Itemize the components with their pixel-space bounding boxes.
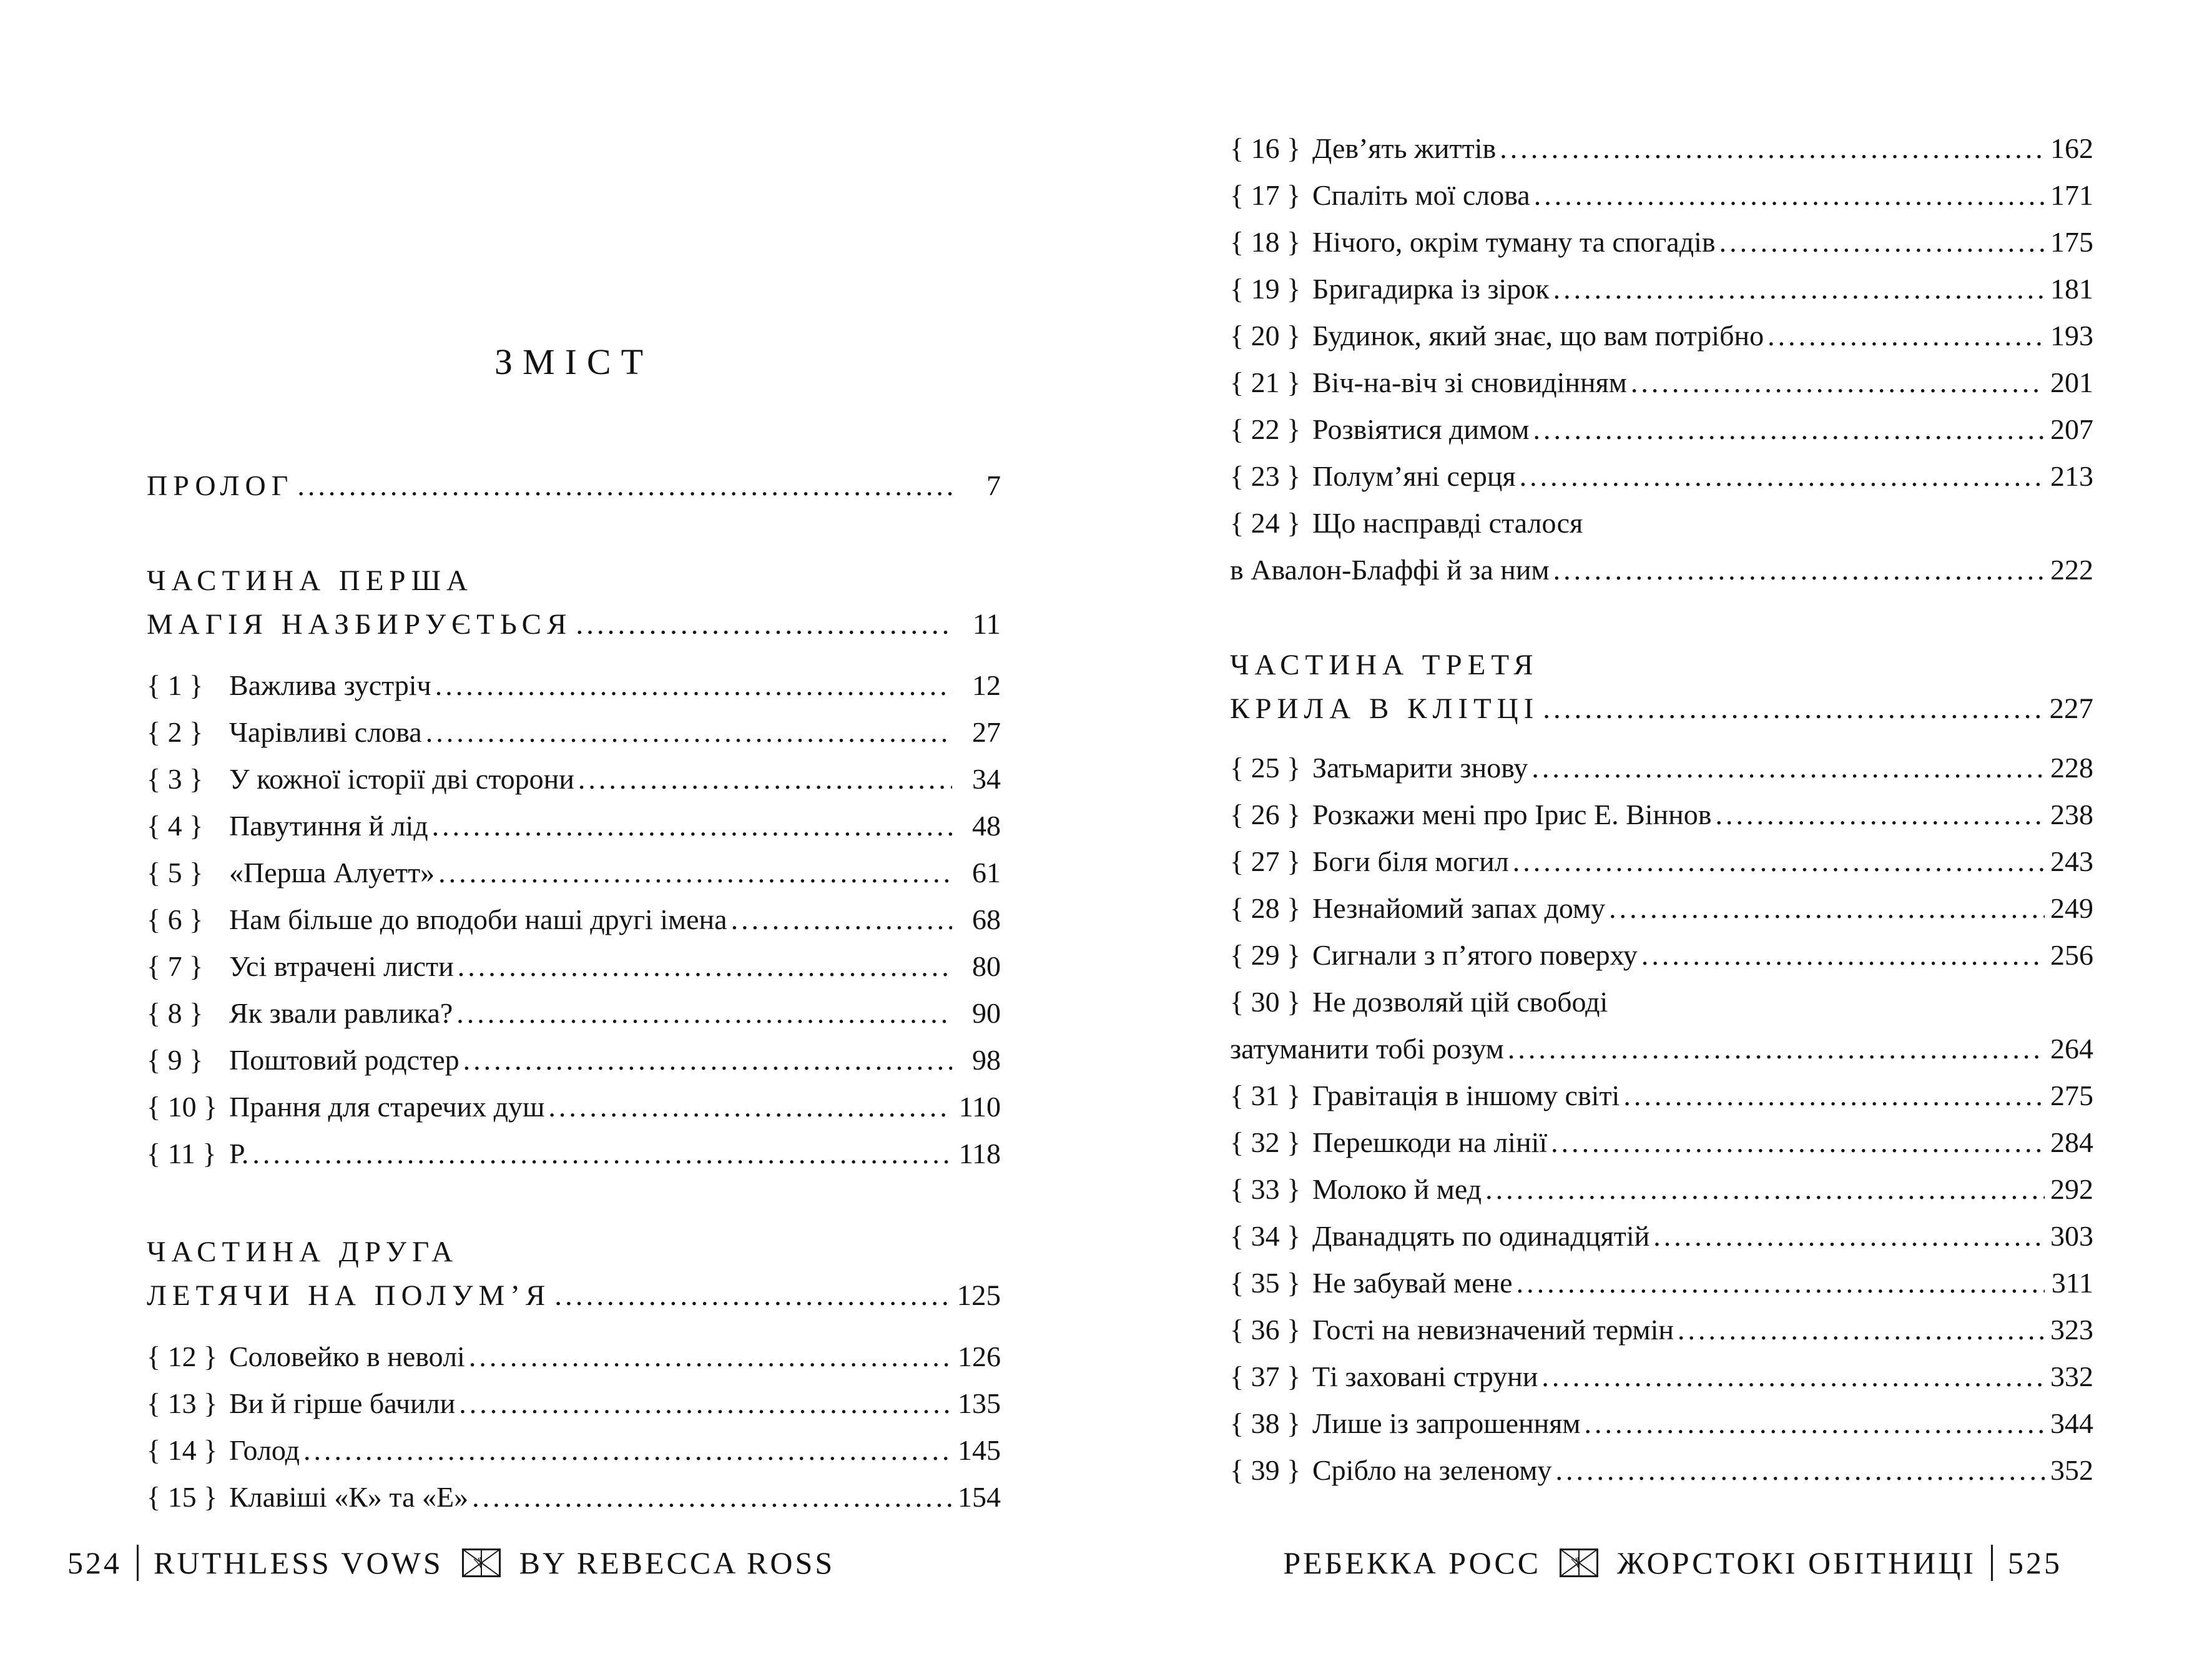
dot-leader [1482,1166,2045,1213]
dot-leader [468,1474,952,1520]
chapter-title: Поштовий родстер [229,1044,460,1076]
page-number: 118 [958,1138,1001,1169]
page-number: 275 [2050,1080,2093,1111]
toc-entry [147,1380,1001,1427]
dot-leader [1716,219,2045,265]
page-number: 292 [2050,1173,2093,1205]
chapter-title: Полум’яні серця [1312,460,1516,492]
toc-entry [1230,885,2093,932]
chapter-number: { 15 } [147,1481,218,1513]
part-title-line1: ЧАСТИНА ДРУГА [147,1236,459,1268]
dot-leader [1649,1213,2045,1259]
dot-leader [1550,546,2045,593]
chapter-title: Віч-на-віч зі сновидінням [1312,367,1627,398]
dot-leader [1550,265,2045,312]
page-number: 80 [972,950,1001,982]
toc-entry [1230,1213,2093,1259]
dot-leader [574,756,952,802]
page-number: 154 [958,1481,1001,1513]
chapter-title: Срібло на зеленому [1312,1454,1552,1486]
chapter-number: { 35 } [1230,1267,1301,1299]
chapter-title: Розвіятися димом [1312,413,1530,445]
chapter-number: { 2 } [147,716,204,748]
envelope-sprig-icon [462,1548,501,1577]
toc-entry [1230,1072,2093,1119]
part-subtitle: МАГІЯ НАЗБИРУЄТЬСЯ [147,608,573,641]
page-number: 352 [2050,1454,2093,1486]
dot-leader [727,896,952,943]
chapter-title: Дев’ять життів [1312,132,1497,164]
dot-leader [1712,791,2045,838]
chapter-number: { 30 } [1230,986,1301,1018]
chapter-number: { 4 } [147,810,204,842]
toc-entry [147,802,1001,849]
chapter-title-continued: в Авалон-Блаффі й за ним [1230,554,1550,586]
chapter-title: Чарівливі слова [229,716,422,748]
chapter-number: { 20 } [1230,320,1301,352]
page-number: 332 [2050,1361,2093,1392]
dot-leader [1530,172,2045,219]
part-one-chapters [147,662,1001,1177]
chapter-title: Ви й гірше бачили [229,1387,456,1419]
chapter-title: Нам більше до вподоби наші другі імена [229,903,727,935]
chapter-number: { 24 } [1230,507,1301,539]
dot-leader [551,1274,952,1317]
chapter-title: Важлива зустріч [229,669,431,701]
chapter-title: Дванадцять по одинадцятій [1312,1220,1650,1252]
page-number: 12 [972,669,1001,701]
dot-leader [435,849,952,896]
chapter-number: { 39 } [1230,1454,1301,1486]
chapter-number: { 16 } [1230,132,1301,164]
part-three-heading [1230,643,2093,731]
toc-entry [1230,1259,2093,1306]
toc-entry [147,756,1001,802]
toc-entry [147,1036,1001,1083]
page-number: 181 [2050,273,2093,305]
book-series-title: RUTHLESS VOWS [154,1545,443,1580]
chapter-number: { 28 } [1230,892,1301,924]
chapter-title: Незнайомий запах дому [1312,892,1606,924]
page-number: 238 [2050,799,2093,830]
page-number: 227 [2049,692,2093,725]
dot-leader [1638,932,2045,978]
page-number: 68 [972,903,1001,935]
chapter-number: { 17 } [1230,179,1301,211]
toc-entry [147,1130,1001,1177]
toc-entry [1230,1119,2093,1166]
footer-divider [137,1545,139,1581]
dot-leader [1504,1025,2045,1072]
dot-leader [1539,687,2045,731]
chapter-number: { 13 } [147,1387,218,1419]
chapter-number: { 19 } [1230,273,1301,305]
dot-leader [1764,312,2045,359]
chapter-number: { 27 } [1230,845,1301,877]
chapter-number: { 29 } [1230,939,1301,971]
page-number: 125 [956,1279,1001,1312]
page-number: 222 [2050,554,2093,586]
dot-leader [300,1427,952,1474]
page-number: 90 [972,997,1001,1029]
toc-entry [1230,219,2093,265]
page-number: 61 [972,857,1001,889]
toc-entry-line1 [1230,500,2093,546]
chapter-title: «Перша Алуетт» [229,857,435,889]
toc-entry-line1 [1230,978,2093,1025]
book-title: ЖОРСТОКІ ОБІТНИЦІ [1617,1545,1976,1580]
chapter-number: { 11 } [147,1138,217,1169]
toc-entry [1230,1353,2093,1400]
part-three-chapters [1230,744,2093,1494]
chapter-number: { 34 } [1230,1220,1301,1252]
part-title-line2 [1230,687,2093,731]
dot-leader [248,1130,952,1177]
dot-leader [453,990,952,1036]
page-number: 135 [958,1387,1001,1419]
chapter-number: { 3 } [147,763,204,795]
toc-entry [1230,453,2093,500]
page-number: 27 [972,716,1001,748]
folio-number: 525 [2008,1545,2062,1580]
chapter-number: { 36 } [1230,1314,1301,1346]
toc-entry [1230,791,2093,838]
page-number: 7 [986,470,1001,501]
chapter-title: Нічого, окрім туману та спогадів [1312,226,1716,258]
chapter-number: { 6 } [147,903,204,935]
chapter-title-continued: затуманити тобі розум [1230,1033,1504,1065]
chapter-title: Р. [229,1138,249,1169]
page-number: 171 [2050,179,2093,211]
dot-leader [454,943,952,990]
chapter-number: { 5 } [147,857,204,889]
chapter-title: Перешкоди на лінії [1312,1126,1548,1158]
page-number: 344 [2050,1407,2093,1439]
chapter-number: { 38 } [1230,1407,1301,1439]
toc-entry [1230,1166,2093,1213]
chapter-title: Бригадирка із зірок [1312,273,1550,305]
toc-entry [147,1333,1001,1380]
chapter-number: { 32 } [1230,1126,1301,1158]
footer-right [1283,1535,2062,1591]
dot-leader [1605,885,2045,932]
dot-leader [428,802,952,849]
page-number: 256 [2050,939,2093,971]
toc-entry [147,1427,1001,1474]
page-number: 243 [2050,845,2093,877]
page-number: 201 [2050,367,2093,398]
chapter-title: Соловейко в неволі [229,1341,465,1372]
toc-entry [1230,125,2093,172]
chapter-title: Не забувай мене [1312,1267,1513,1299]
toc-entry [147,1474,1001,1520]
chapter-number: { 33 } [1230,1173,1301,1205]
chapter-title: Лише із запрошенням [1312,1407,1581,1439]
page-number: 207 [2050,413,2093,445]
part-title-line1: ЧАСТИНА ПЕРША [147,564,473,597]
toc-page-right [1230,0,2093,1494]
dot-leader [293,462,952,509]
toc-entry [1230,265,2093,312]
toc-entry-prolog [147,462,1001,509]
toc-title: ЗМІСТ [494,342,654,382]
dot-leader [1538,1353,2045,1400]
chapter-number: { 1 } [147,669,204,701]
chapter-title: Сигнали з п’ятого поверху [1312,939,1638,971]
footer-divider [1991,1545,1993,1581]
toc-entry [1230,744,2093,791]
chapter-title: Голод [229,1434,300,1466]
toc-entry [1230,312,2093,359]
chapter-number: { 18 } [1230,226,1301,258]
dot-leader [465,1333,952,1380]
book-author: BY REBECCA ROSS [519,1545,835,1580]
page-number: 11 [972,608,1001,641]
footer-left [67,1535,835,1591]
page-number: 213 [2050,460,2093,492]
toc-entry [1230,406,2093,453]
dot-leader [1516,453,2045,500]
chapter-number: { 21 } [1230,367,1301,398]
chapter-title: Боги біля могил [1312,845,1509,877]
page-number: 126 [958,1341,1001,1372]
part-two-heading [147,1230,1001,1317]
page-number: 175 [2050,226,2093,258]
chapter-number: { 25 } [1230,752,1301,784]
dot-leader [1529,406,2045,453]
part-two-chapters [147,1333,1001,1520]
toc-entry [1230,1447,2093,1494]
toc-entry [147,662,1001,709]
page-number: 162 [2050,132,2093,164]
toc-entry [1230,359,2093,406]
chapter-number: { 10 } [147,1091,218,1123]
toc-entry-line2 [1230,546,2093,593]
toc-entry [1230,172,2093,219]
part-title-line1: ЧАСТИНА ТРЕТЯ [1230,649,1539,681]
chapter-title: Ті заховані струни [1312,1361,1538,1392]
part-title-line2 [147,603,1001,646]
part-title-line2 [147,1274,1001,1317]
dot-leader [1547,1119,2045,1166]
dot-leader [1627,359,2045,406]
dot-leader [1513,1259,2045,1306]
prolog-label: ПРОЛОГ [147,470,294,501]
dot-leader [572,603,952,646]
chapter-title: Клавіші «К» та «Е» [229,1481,469,1513]
chapter-title: Гравітація в іншому світі [1312,1080,1620,1111]
page-number: 249 [2050,892,2093,924]
page-number: 303 [2050,1220,2093,1252]
page-number: 48 [972,810,1001,842]
book-author: РЕБЕККА РОСС [1283,1545,1541,1580]
chapter-number: { 7 } [147,950,204,982]
chapter-title: Будинок, який знає, що вам потрібно [1312,320,1764,352]
toc-entry [147,990,1001,1036]
dot-leader [1528,744,2045,791]
toc-entry [1230,838,2093,885]
chapter-title: Затьмарити знову [1312,752,1528,784]
chapter-title: У кожної історії дві сторони [229,763,574,795]
chapter-number: { 31 } [1230,1080,1301,1111]
page-number: 311 [2051,1267,2093,1299]
toc-entry [147,1083,1001,1130]
part-two-carryover-chapters [1230,125,2093,593]
toc-entry-line2 [1230,1025,2093,1072]
toc-entry [147,849,1001,896]
chapter-number: { 12 } [147,1341,218,1372]
dot-leader [544,1083,952,1130]
chapter-number: { 26 } [1230,799,1301,830]
chapter-title: Гості на невизначений термін [1312,1314,1674,1346]
toc-entry [1230,1306,2093,1353]
page-number: 264 [2050,1033,2093,1065]
dot-leader [422,709,952,756]
page-number: 110 [958,1091,1001,1123]
dot-leader [1620,1072,2045,1119]
envelope-sprig-icon [1560,1548,1598,1577]
chapter-title: Спаліть мої слова [1312,179,1530,211]
page-number: 284 [2050,1126,2093,1158]
chapter-title: Молоко й мед [1312,1173,1482,1205]
dot-leader [431,662,952,709]
chapter-title: Що насправді сталося [1312,507,1583,539]
chapter-title: Усі втрачені листи [229,950,454,982]
folio-number: 524 [67,1545,122,1580]
chapter-number: { 9 } [147,1044,204,1076]
chapter-title: Прання для старечих душ [229,1091,545,1123]
chapter-title: Розкажи мені про Ірис Е. Віннов [1312,799,1712,830]
chapter-title: Як звали равлика? [229,997,453,1029]
chapter-title: Не дозволяй цій свободі [1312,986,1608,1018]
dot-leader [1496,125,2045,172]
toc-entry [1230,932,2093,978]
part-subtitle: КРИЛА В КЛІТЦІ [1230,692,1540,725]
toc-entry [147,943,1001,990]
toc-entry [147,709,1001,756]
toc-entry [1230,1400,2093,1447]
dot-leader [1581,1400,2045,1447]
dot-leader [460,1036,952,1083]
toc-page-left [147,0,1001,1520]
page-number: 98 [972,1044,1001,1076]
chapter-number: { 37 } [1230,1361,1301,1392]
chapter-number: { 23 } [1230,460,1301,492]
dot-leader [455,1380,952,1427]
chapter-number: { 8 } [147,997,204,1029]
page-number: 323 [2050,1314,2093,1346]
dot-leader [1552,1447,2045,1494]
page-number: 228 [2050,752,2093,784]
page-number: 34 [972,763,1001,795]
part-subtitle: ЛЕТЯЧИ НА ПОЛУМ’Я [147,1279,551,1312]
part-one-heading [147,559,1001,646]
page-number: 145 [958,1434,1001,1466]
chapter-number: { 14 } [147,1434,218,1466]
toc-entry [147,896,1001,943]
chapter-number: { 22 } [1230,413,1301,445]
page-number: 193 [2050,320,2093,352]
chapter-title: Павутиння й лід [229,810,428,842]
dot-leader [1509,838,2045,885]
dot-leader [1674,1306,2045,1353]
